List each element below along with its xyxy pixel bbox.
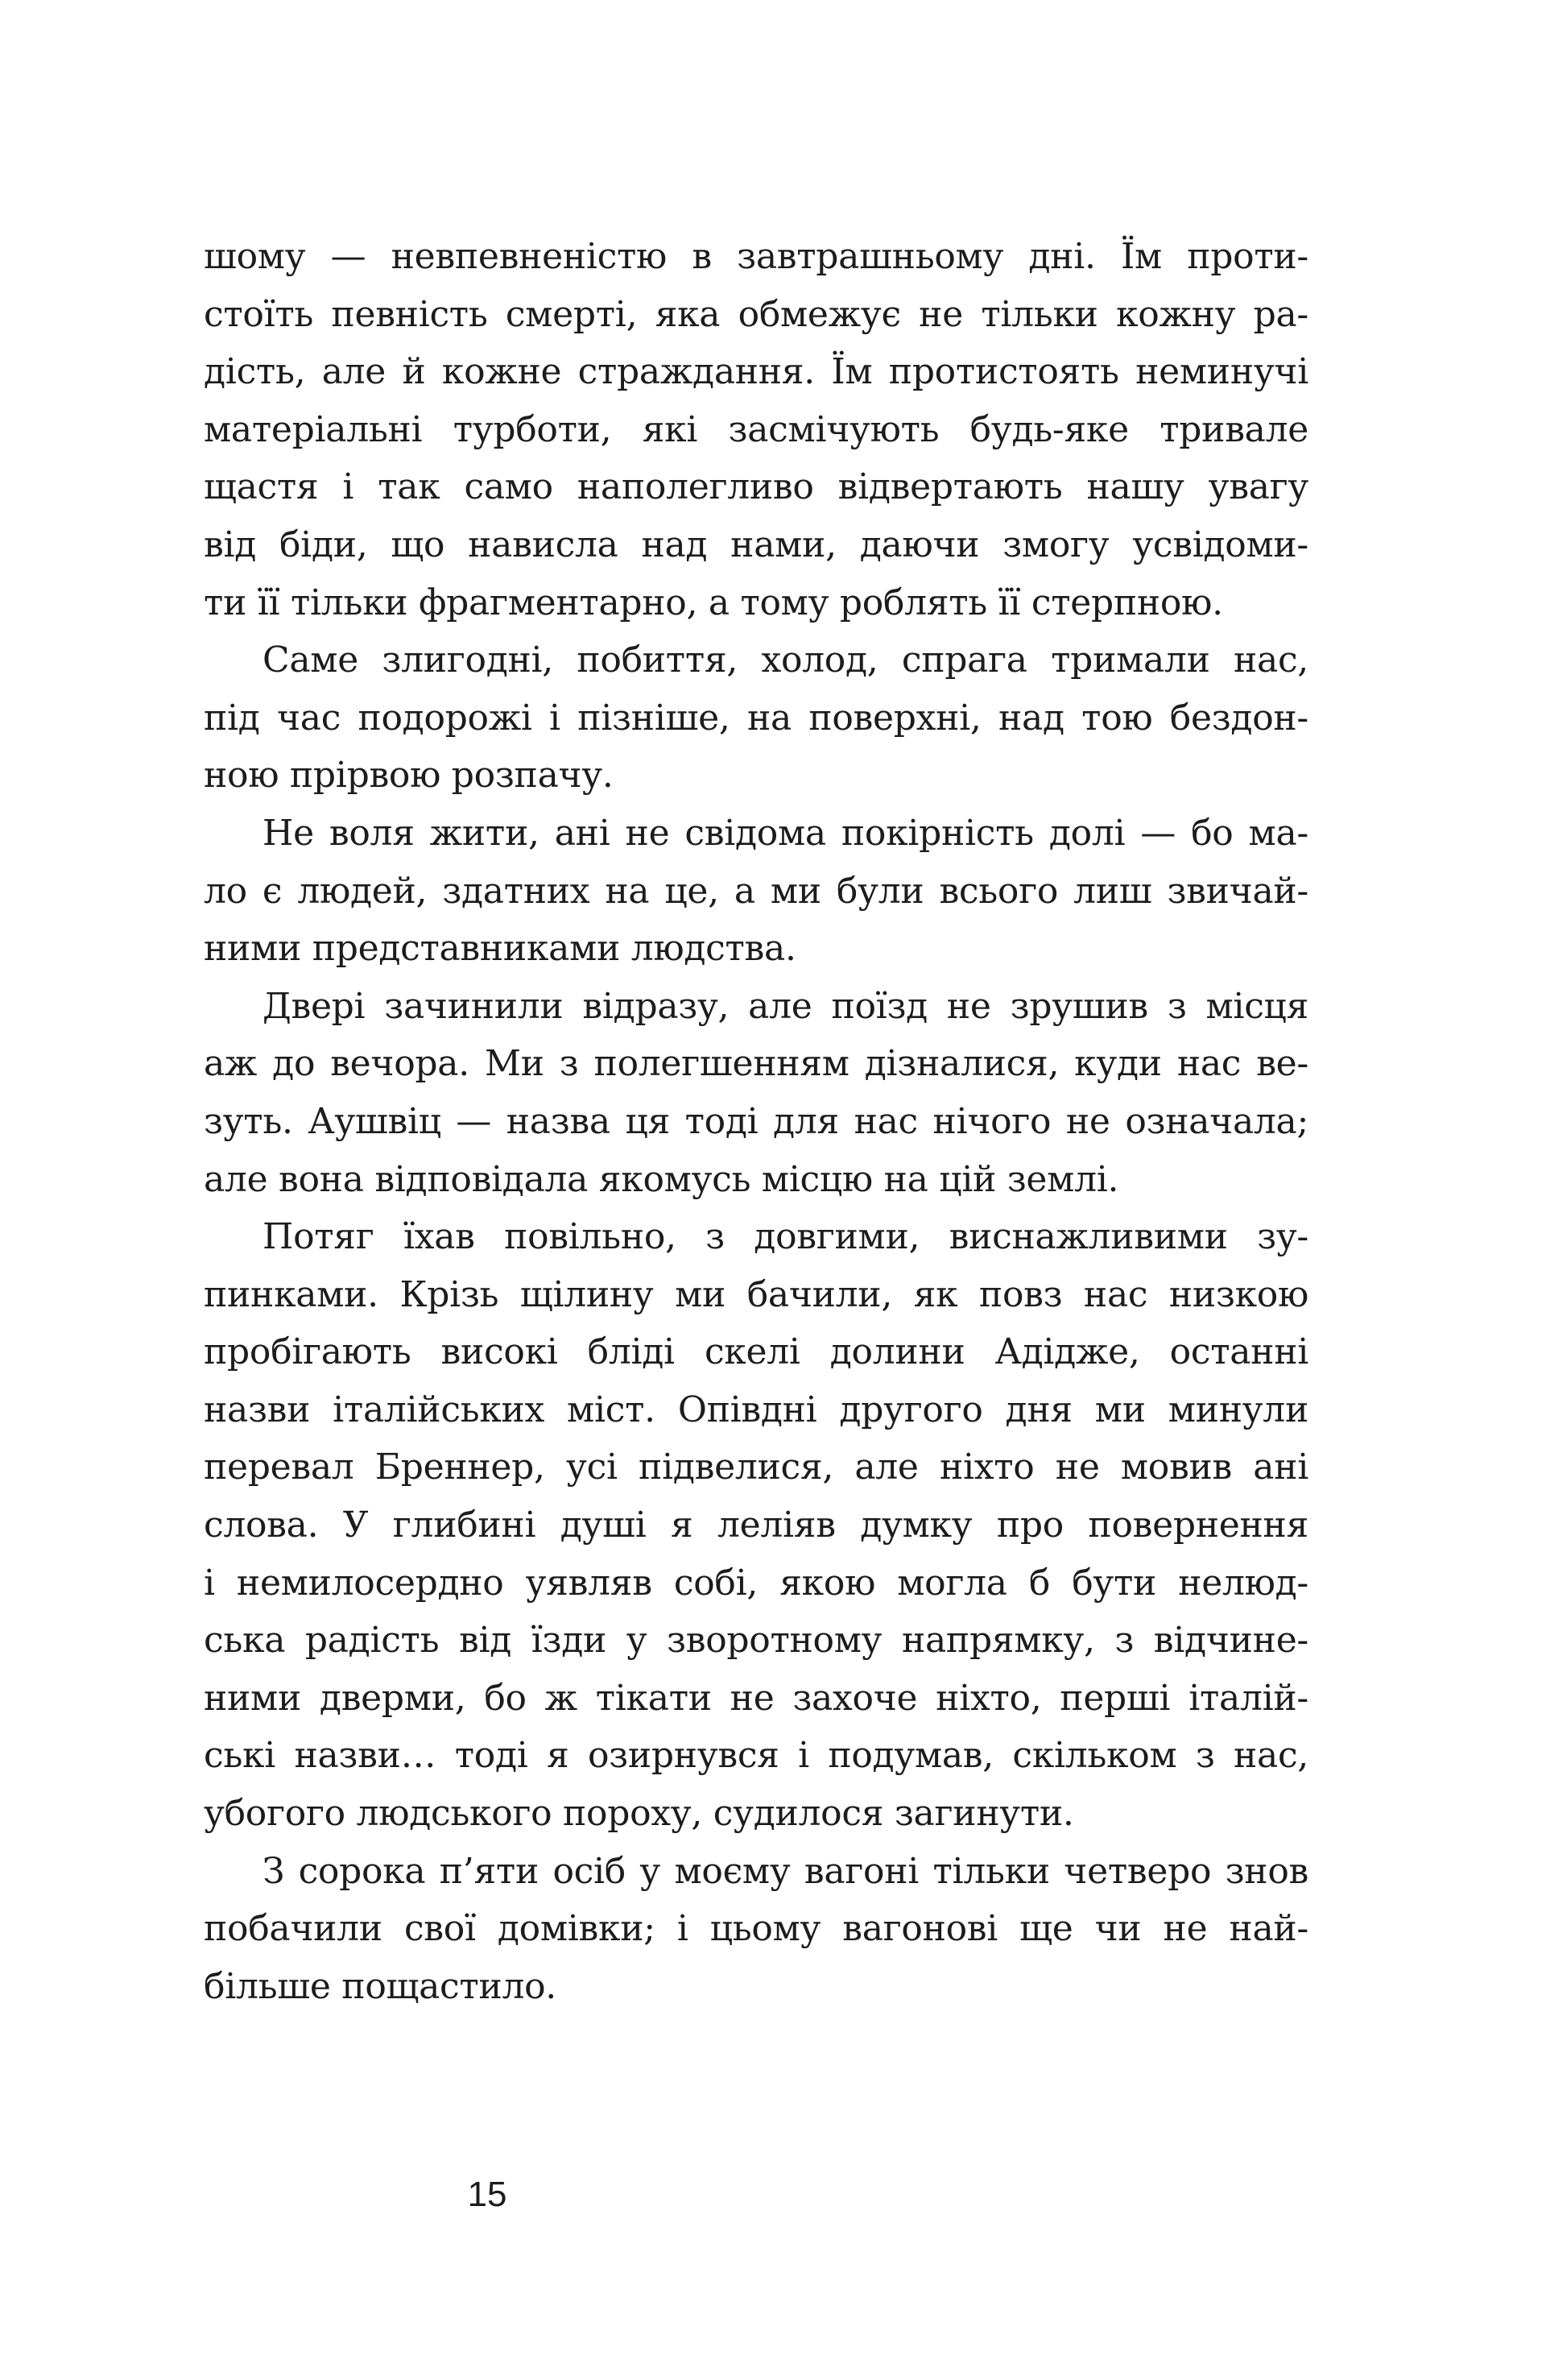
- text-line: але вона відповідала якомусь місцю на цій землі.: [204, 1158, 1119, 1200]
- text-line: Саме злигодні, побиття, холод, спрага тримали нас,: [262, 639, 1308, 681]
- text-line: ська радість від їзди у зворотному напрямку, з відчине-: [204, 1620, 1308, 1662]
- text-line: Потяг їхав повільно, з довгими, виснажливими зу-: [262, 1216, 1308, 1258]
- text-line: Не воля жити, ані не свідома покірність долі — бо ма-: [262, 812, 1308, 854]
- text-line: аж до вечора. Ми з полегшенням дізналися, куди нас ве-: [204, 1043, 1308, 1085]
- text-line: Двері зачинили відразу, але поїзд не зрушив з місця: [262, 985, 1308, 1027]
- paragraph: [204, 1208, 1308, 1843]
- text-line: під час подорожі і пізніше, на поверхні, над тою бездон-: [204, 697, 1308, 739]
- text-line: перевал Бреннер, усі підвелися, але ніхто не мовив ані: [204, 1447, 1308, 1488]
- body-text: [204, 228, 1308, 2015]
- text-line: більше пощастило.: [204, 1965, 556, 2007]
- text-line: ними представниками людства.: [204, 928, 796, 970]
- paragraph: [204, 228, 1308, 631]
- text-line: ними дверми, бо ж тікати не захоче ніхто, перші італій-: [204, 1677, 1308, 1719]
- text-line: від біди, що нависла над нами, даючи змогу усвідоми-: [204, 524, 1308, 565]
- text-line: матеріальні турботи, які засмічують будь-яке тривале: [204, 408, 1308, 450]
- text-line: ло є людей, здатних на це, а ми були всього лиш звичай-: [204, 870, 1308, 912]
- text-line: стоїть певність смерті, яка обмежує не тільки кожну ра-: [204, 293, 1308, 335]
- text-line: зуть. Аушвіц — назва ця тоді для нас нічого не означала;: [204, 1100, 1308, 1142]
- page-number: 15: [467, 2175, 507, 2214]
- text-line: З сорока п’яти осіб у моєму вагоні тільки четверо знов: [262, 1850, 1308, 1892]
- text-line: пинками. Крізь щілину ми бачили, як повз нас низкою: [204, 1273, 1308, 1315]
- text-line: шому — невпевненістю в завтрашньому дні. Їм проти-: [204, 236, 1308, 277]
- text-line: слова. У глибині душі я леліяв думку про повернення: [204, 1505, 1308, 1546]
- paragraph: [204, 978, 1308, 1208]
- text-line: дість, але й кожне страждання. Їм протистоять неминучі: [204, 351, 1308, 393]
- text-line: ною прірвою розпачу.: [204, 755, 614, 797]
- text-line: і немилосердно уявляв собі, якою могла б бути нелюд-: [204, 1562, 1308, 1604]
- text-line: ські назви… тоді я озирнувся і подумав, скільком з нас,: [204, 1735, 1308, 1777]
- text-line: убогого людського пороху, судилося загинути.: [204, 1793, 1074, 1835]
- text-line: ти її тільки фрагментарно, а тому роблять її стерпною.: [204, 582, 1223, 623]
- text-line: побачили свої домівки; і цьому вагонові ще чи не най-: [204, 1908, 1308, 1950]
- paragraph: [204, 805, 1308, 978]
- text-line: пробігають високі бліді скелі долини Адідже, останні: [204, 1331, 1308, 1373]
- paragraph: [204, 1843, 1308, 2016]
- text-line: назви італійських міст. Опівдні другого дня ми минули: [204, 1389, 1308, 1430]
- text-line: щастя і так само наполегливо відвертають нашу увагу: [204, 466, 1308, 508]
- paragraph: [204, 631, 1308, 805]
